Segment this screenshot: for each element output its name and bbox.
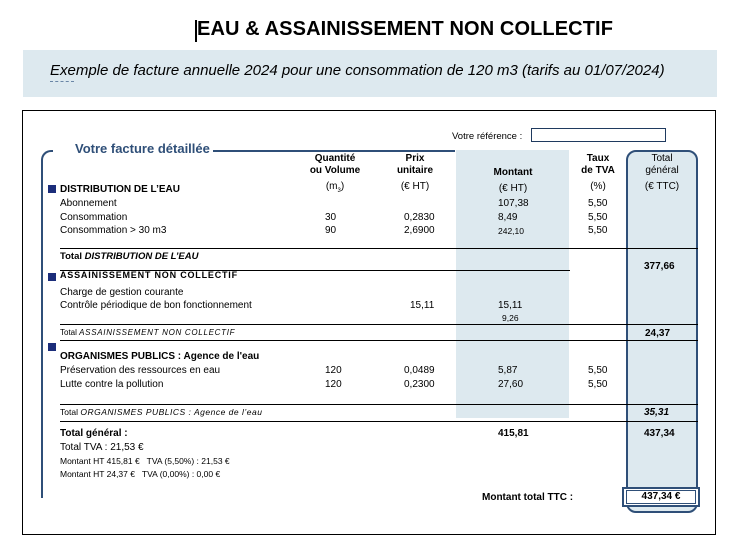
header-montant: Montant (€ HT) [493,167,533,194]
row-label: Abonnement [60,198,117,209]
total-general-label: Total général : [60,428,128,439]
tva-breakdown-line: Montant HT 415,81 € TVA (5,50%) : 21,53 € [60,456,230,466]
row-price: 0,2300 [404,379,435,390]
total-tva-line: Total TVA : 21,53 € [60,442,144,453]
total-organismes-label: Total ORGANISMES PUBLICS : Agence de l’eau [60,407,263,417]
spellcheck-underline [50,81,74,82]
row-amount: 107,38 [498,198,529,209]
divider [60,404,698,405]
row-tva: 5,50 [588,212,608,223]
section-distribution-title: DISTRIBUTION DE L’EAU [60,184,181,195]
page-title: EAU & ASSAINISSEMENT NON COLLECTIF [197,18,614,40]
total-assainissement-ttc: 24,37 [645,328,671,339]
row-label: Charge de gestion courante [60,287,184,298]
section-assainissement-title: ASSAINISSEMENT NON COLLECTIF [60,270,238,280]
row-qty: 30 [325,212,337,223]
section-bracket [41,150,53,498]
header-total: Total général (€ TTC) [644,153,680,192]
subtitle: Exemple de facture annuelle 2024 pour une consommation de 120 m3 (tarifs au 01/07/2024) [50,62,665,79]
row-amount: 8,49 [498,212,518,223]
total-distribution-ttc: 377,66 [644,261,675,272]
row-qty: 120 [325,379,342,390]
row-label: Préservation des ressources en eau [60,365,221,376]
section-marker [48,273,56,281]
row-label: Consommation [60,212,128,223]
total-distribution-label: Total DISTRIBUTION DE L’EAU [60,251,199,262]
row-price: 0,0489 [404,365,435,376]
row-price: 15,11 [410,300,435,311]
row-amount: 242,10 [498,226,524,236]
section-bracket-top [210,150,455,152]
row-amount: 15,11 [498,300,523,311]
row-amount: 5,87 [498,365,518,376]
section-marker [48,343,56,351]
final-total-value: 437,34 € [626,490,696,504]
tva-breakdown-line: Montant HT 24,37 € TVA (0,00%) : 0,00 € [60,469,221,479]
reference-input[interactable] [531,128,666,142]
header-quantite: Quantité ou Volume $(m_3)$ [309,153,361,194]
row-qty: 90 [325,225,337,236]
total-general-ht: 415,81 [498,428,529,439]
total-assainissement-label: Total ASSAINISSEMENT NON COLLECTIF [60,328,236,337]
total-general-ttc: 437,34 [644,428,675,439]
divider [60,340,698,341]
divider [60,248,698,249]
divider [60,421,698,422]
total-organismes-ttc: 35,31 [644,407,670,418]
divider [60,324,698,325]
row-qty: 120 [325,365,342,376]
row-label: Lutte contre la pollution [60,379,164,390]
row-price: 2,6900 [404,225,435,236]
row-tva: 5,50 [588,225,608,236]
extra-amount: 9,26 [502,313,519,323]
row-label: Consommation > 30 m3 [60,225,167,236]
header-prix: Prix unitaire (€ HT) [396,153,434,192]
section-marker [48,185,56,193]
row-tva: 5,50 [588,379,608,390]
section-organismes-title: ORGANISMES PUBLICS : Agence de l'eau [60,351,260,362]
final-total-label: Montant total TTC : [482,492,574,503]
row-tva: 5,50 [588,365,608,376]
row-price: 0,2830 [404,212,435,223]
row-label: Contrôle périodique de bon fonctionnement [60,300,252,311]
row-amount: 27,60 [498,379,524,390]
invoice-section-title: Votre facture détaillée [72,141,213,156]
header-tva: Taux de TVA (%) [581,153,615,192]
row-tva: 5,50 [588,198,608,209]
reference-label: Votre référence : [452,131,523,142]
